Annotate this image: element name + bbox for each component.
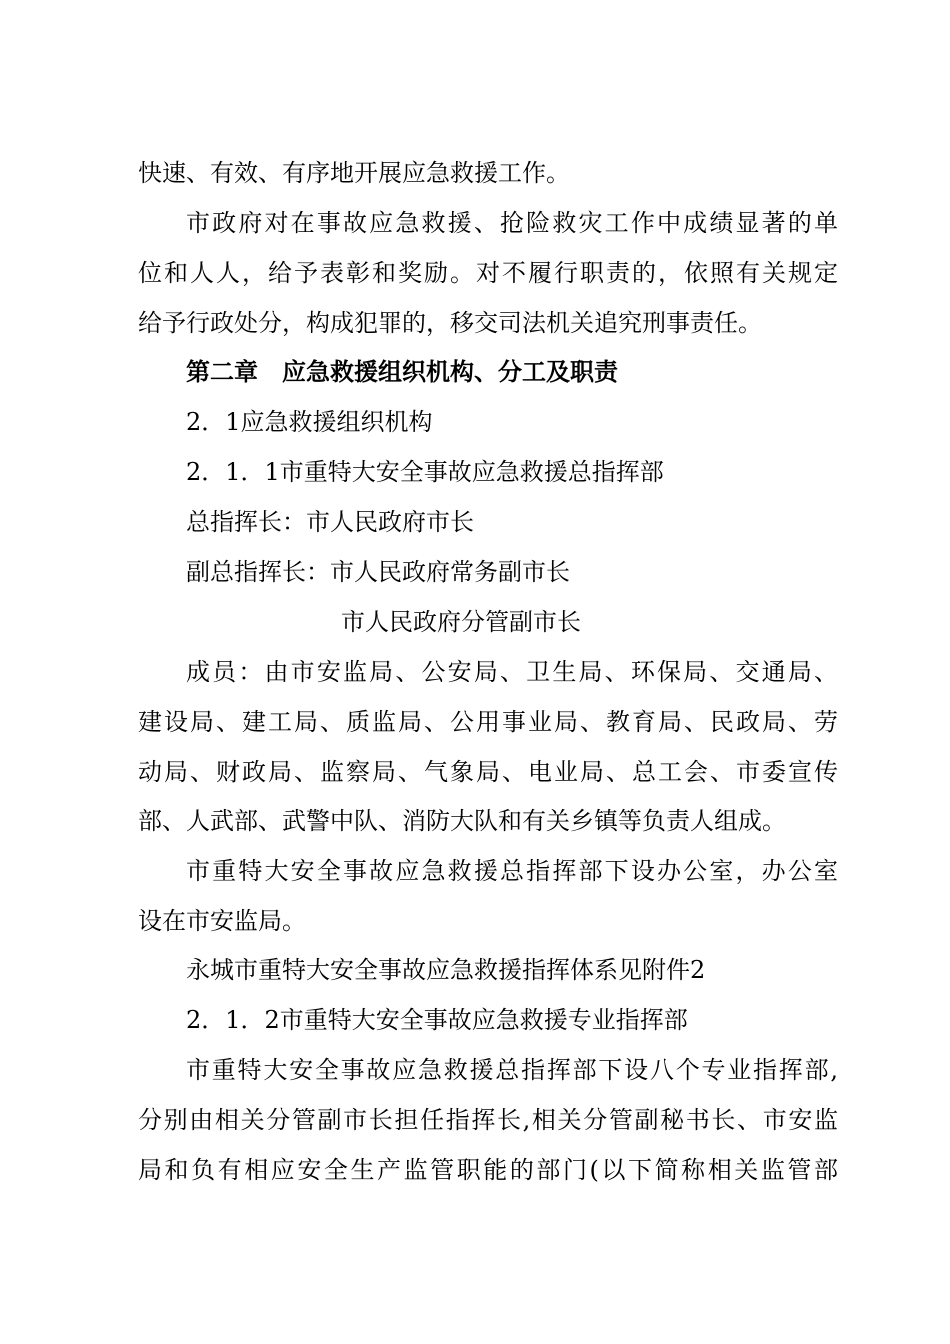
paragraph-line: 市重特大安全事故应急救援总指挥部下设办公室，办公室	[186, 857, 838, 885]
paragraph-line: 市重特大安全事故应急救援总指挥部下设八个专业指挥部,	[186, 1056, 838, 1084]
section-heading: 2．1应急救援组织机构	[186, 408, 433, 436]
paragraph-line: 快速、有效、有序地开展应急救援工作。	[138, 159, 570, 187]
paragraph-line: 动局、财政局、监察局、气象局、电业局、总工会、市委宣传	[138, 758, 838, 786]
chapter-heading: 第二章 应急救援组织机构、分工及职责	[186, 357, 618, 386]
paragraph-line: 总指挥长：市人民政府市长	[186, 508, 474, 536]
paragraph-line: 永城市重特大安全事故应急救援指挥体系见附件2	[186, 956, 706, 984]
paragraph-line: 局和负有相应安全生产监管职能的部门(以下简称相关监管部	[138, 1156, 838, 1184]
subsection-heading: 2．1．1市重特大安全事故应急救援总指挥部	[186, 458, 664, 486]
paragraph-line: 分别由相关分管副市长担任指挥长,相关分管副秘书长、市安监	[138, 1106, 838, 1134]
paragraph-line: 成员：由市安监局、公安局、卫生局、环保局、交通局、	[186, 658, 838, 686]
paragraph-line: 建设局、建工局、质监局、公用事业局、教育局、民政局、劳	[138, 708, 838, 736]
paragraph-line: 市政府对在事故应急救援、抢险救灾工作中成绩显著的单	[186, 209, 838, 237]
paragraph-line: 市人民政府分管副市长	[341, 608, 581, 636]
paragraph-line: 给予行政处分，构成犯罪的，移交司法机关追究刑事责任。	[138, 309, 762, 337]
paragraph-line: 部、人武部、武警中队、消防大队和有关乡镇等负责人组成。	[138, 807, 786, 835]
paragraph-line: 副总指挥长：市人民政府常务副市长	[186, 558, 570, 586]
paragraph-line: 设在市安监局。	[138, 907, 306, 935]
subsection-heading: 2．1．2市重特大安全事故应急救援专业指挥部	[186, 1006, 688, 1034]
paragraph-line: 位和人人，给予表彰和奖励。对不履行职责的，依照有关规定	[138, 259, 838, 287]
